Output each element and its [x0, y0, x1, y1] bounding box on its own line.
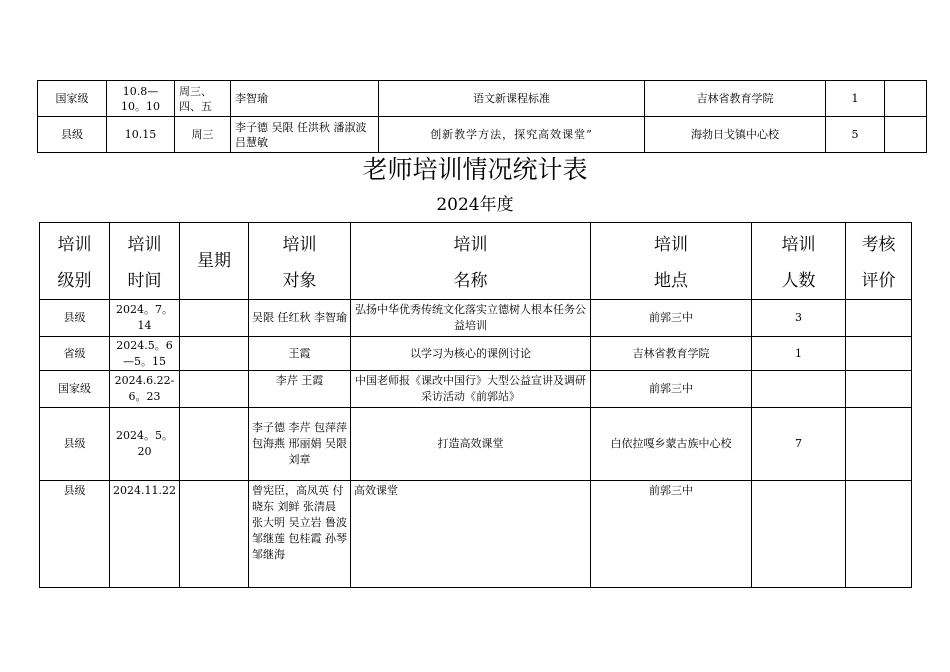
header-time: 培训 时间: [110, 223, 180, 300]
name-cell: 高效课堂: [351, 481, 591, 588]
eval-cell: [846, 337, 912, 371]
location-cell: 吉林省教育学院: [591, 337, 752, 371]
name-cell: 打造高效课堂: [351, 408, 591, 481]
table-row: [38, 117, 927, 153]
table-row: [40, 371, 912, 408]
page-subtitle: 2024年度: [436, 195, 514, 215]
table-row: [40, 337, 912, 371]
name-cell: 中国老师报《课改中国行》大型公益宣讲及调研采访活动《前郭站》: [351, 371, 591, 408]
time-cell: 2024。7。14: [110, 300, 180, 337]
name-cell: 语文新课程标准: [379, 81, 645, 117]
weekday-cell: 周三、四、五: [175, 81, 231, 117]
target-cell: 李芹 王霞: [249, 371, 351, 408]
time-cell: 10.15: [107, 117, 175, 153]
name-cell: 创新教学方法，探究高效课堂”: [379, 117, 645, 153]
eval-cell: [846, 408, 912, 481]
weekday-cell: [180, 300, 249, 337]
header-level: 培训 级别: [40, 223, 110, 300]
target-cell: 吴限 任红秋 李智瑜: [249, 300, 351, 337]
table-row: [40, 408, 912, 481]
page-title: 老师培训情况统计表: [362, 155, 588, 184]
count-cell: 1: [826, 81, 885, 117]
time-cell: 2024.11.22: [110, 481, 180, 588]
eval-cell: [846, 481, 912, 588]
table-row: [40, 300, 912, 337]
location-cell: 前郭三中: [591, 481, 752, 588]
level-cell: 县级: [40, 300, 110, 337]
eval-cell: [846, 371, 912, 408]
location-cell: 前郭三中: [591, 371, 752, 408]
weekday-cell: [180, 371, 249, 408]
target-cell: 王霞: [249, 337, 351, 371]
location-cell: 白依拉嘎乡蒙古族中心校: [591, 408, 752, 481]
count-cell: [752, 481, 846, 588]
header-eval: 考核 评价: [846, 223, 912, 300]
weekday-cell: 周三: [175, 117, 231, 153]
time-cell: 10.8—10。10: [107, 81, 175, 117]
header-name: 培训 名称: [351, 223, 591, 300]
level-cell: 县级: [38, 117, 107, 153]
header-weekday: 星期: [180, 223, 249, 300]
target-cell: 曾宪臣，高凤英 付晓东 刘鲜 张清晨 张大明 吴立岩 鲁波 邹继莲 包桂霞 孙琴 邹继海: [249, 481, 351, 588]
count-cell: 1: [752, 337, 846, 371]
count-cell: [752, 371, 846, 408]
table-row: [40, 481, 912, 588]
weekday-cell: [180, 337, 249, 371]
count-cell: 5: [826, 117, 885, 153]
level-cell: 县级: [40, 408, 110, 481]
level-cell: 国家级: [38, 81, 107, 117]
table-header-row: [40, 223, 912, 300]
header-count: 培训 人数: [752, 223, 846, 300]
count-cell: 3: [752, 300, 846, 337]
time-cell: 2024.5。6—5。15: [110, 337, 180, 371]
name-cell: 以学习为核心的课例讨论: [351, 337, 591, 371]
eval-cell: [885, 117, 927, 153]
table-row: [38, 81, 927, 117]
target-cell: 李子德 吴限 任洪秋 潘淑波 吕慧敏: [231, 117, 379, 153]
location-cell: 吉林省教育学院: [645, 81, 826, 117]
header-target: 培训 对象: [249, 223, 351, 300]
time-cell: 2024.6.22-6。23: [110, 371, 180, 408]
eval-cell: [846, 300, 912, 337]
previous-page-table: [37, 80, 927, 153]
training-stats-table: [39, 222, 912, 588]
count-cell: 7: [752, 408, 846, 481]
level-cell: 国家级: [40, 371, 110, 408]
level-cell: 省级: [40, 337, 110, 371]
eval-cell: [885, 81, 927, 117]
weekday-cell: [180, 408, 249, 481]
location-cell: 前郭三中: [591, 300, 752, 337]
time-cell: 2024。5。20: [110, 408, 180, 481]
header-location: 培训 地点: [591, 223, 752, 300]
target-cell: 李子德 李芹 包萍萍 包海燕 邢丽娟 吴限 刘章: [249, 408, 351, 481]
name-cell: 弘扬中华优秀传统文化落实立德树人根本任务公益培训: [351, 300, 591, 337]
location-cell: 海勃日戈镇中心校: [645, 117, 826, 153]
level-cell: 县级: [40, 481, 110, 588]
weekday-cell: [180, 481, 249, 588]
target-cell: 李智瑜: [231, 81, 379, 117]
